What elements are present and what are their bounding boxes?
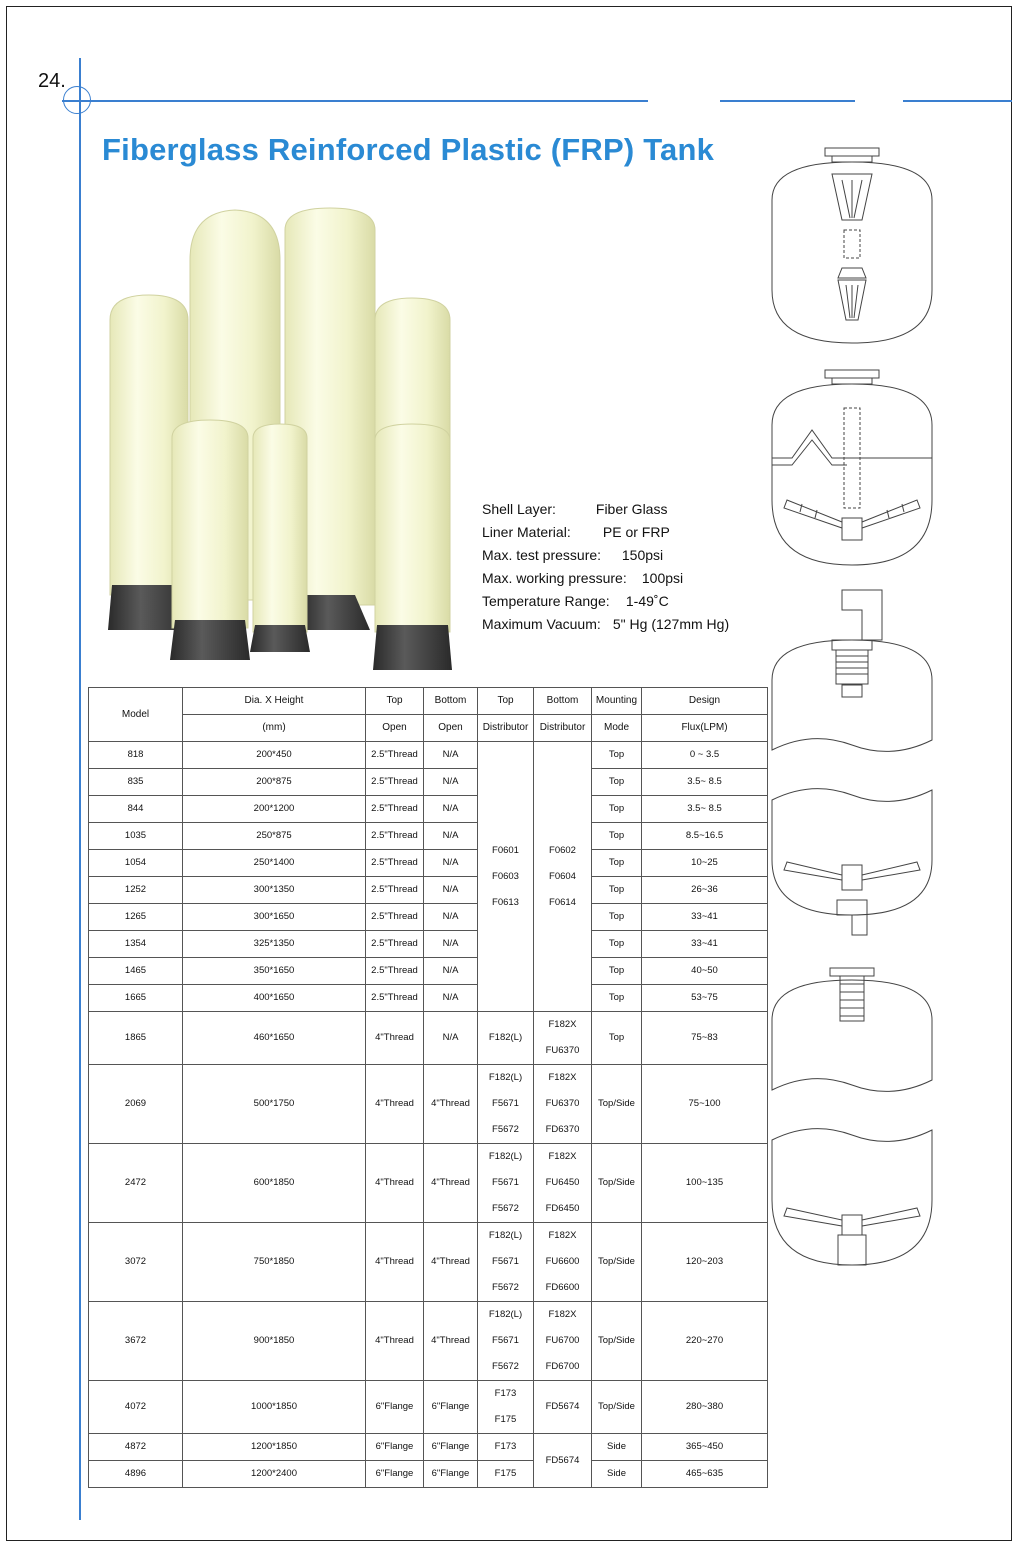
cell-bottom-open: N/A — [424, 904, 478, 931]
cell-top-distributor-line: F5671 — [492, 1335, 519, 1346]
spec-max-test-pressure — [482, 544, 729, 567]
cell-top-open: 4"Thread — [366, 1223, 424, 1302]
cell-top-open: 4"Thread — [366, 1144, 424, 1223]
cell-model: 4872 — [89, 1434, 183, 1461]
cell-top-distributor — [478, 1065, 534, 1144]
cell-top-distributor-line: F0603 — [492, 870, 519, 882]
header-top-open-2: Open — [366, 715, 424, 742]
cell-bottom-distributor — [534, 1302, 592, 1381]
cell-top-distributor-line: F175 — [494, 1468, 517, 1479]
cell-design-flux: 8.5~16.5 — [642, 823, 768, 850]
cell-top-distributor — [478, 1144, 534, 1223]
tank-group-photo — [100, 200, 465, 675]
cell-model: 844 — [89, 796, 183, 823]
table-row — [89, 1012, 768, 1065]
cell-top-distributor-line: F0601 — [492, 844, 519, 856]
cell-size: 325*1350 — [183, 931, 366, 958]
table-row — [89, 931, 768, 958]
table-row — [89, 958, 768, 985]
cell-mounting-mode: Top — [592, 850, 642, 877]
cell-bottom-distributor — [534, 1065, 592, 1144]
cell-top-distributor-line: F5672 — [492, 1124, 519, 1135]
cell-top-open: 2.5"Thread — [366, 742, 424, 769]
table-row — [89, 1223, 768, 1302]
cell-top-distributor-line: F182(L) — [488, 1309, 523, 1320]
cell-size: 500*1750 — [183, 1065, 366, 1144]
cell-top-distributor — [478, 1012, 534, 1065]
cell-top-distributor-line: F0613 — [492, 896, 519, 908]
cell-bottom-distributor — [534, 1381, 592, 1434]
cell-top-distributor-line: F5672 — [492, 1203, 519, 1214]
cell-bottom-open: 4"Thread — [424, 1223, 478, 1302]
cell-size: 200*1200 — [183, 796, 366, 823]
cell-model: 818 — [89, 742, 183, 769]
cell-top-distributor — [478, 1302, 534, 1381]
cell-bottom-open: N/A — [424, 1012, 478, 1065]
cell-size: 200*450 — [183, 742, 366, 769]
model-spec-table — [88, 687, 768, 1488]
cell-design-flux: 40~50 — [642, 958, 768, 985]
cell-design-flux: 280~380 — [642, 1381, 768, 1434]
cell-top-open: 2.5"Thread — [366, 796, 424, 823]
diagram-top-elbow-tank — [772, 590, 932, 751]
header-bottom-open: Bottom — [424, 688, 478, 715]
cell-mounting-mode: Top — [592, 931, 642, 958]
cell-top-distributor-line: F182(L) — [488, 1072, 523, 1083]
table-row — [89, 850, 768, 877]
cell-bottom-distributor — [534, 1012, 592, 1065]
table-row — [89, 823, 768, 850]
cell-design-flux: 0 ~ 3.5 — [642, 742, 768, 769]
cell-mounting-mode: Top — [592, 742, 642, 769]
cell-bottom-open: N/A — [424, 877, 478, 904]
cell-bottom-distributor-line: FD6700 — [545, 1361, 580, 1372]
header-bottom-distributor: Bottom — [534, 688, 592, 715]
cell-top-distributor-line: F5671 — [492, 1098, 519, 1109]
table-row — [89, 904, 768, 931]
cell-design-flux: 3.5~ 8.5 — [642, 796, 768, 823]
cell-top-distributor — [478, 1461, 534, 1488]
cell-mounting-mode: Top/Side — [592, 1065, 642, 1144]
cell-bottom-distributor-line: FD6600 — [545, 1282, 580, 1293]
cell-top-distributor-line: F182(L) — [488, 1032, 523, 1043]
cell-top-open: 2.5"Thread — [366, 823, 424, 850]
cell-mounting-mode: Top — [592, 904, 642, 931]
cell-design-flux: 220~270 — [642, 1302, 768, 1381]
header-mounting-mode: Mounting — [592, 688, 642, 715]
header-rule-segment — [903, 100, 1012, 102]
header-mounting-mode-2: Mode — [592, 715, 642, 742]
cell-top-distributor — [478, 1223, 534, 1302]
cell-model: 3672 — [89, 1302, 183, 1381]
cell-design-flux: 26~36 — [642, 877, 768, 904]
cell-bottom-distributor: FD5674 — [534, 1434, 592, 1488]
table-row — [89, 985, 768, 1012]
cell-model: 2472 — [89, 1144, 183, 1223]
cell-size: 300*1350 — [183, 877, 366, 904]
cell-top-open: 6"Flange — [366, 1381, 424, 1434]
header-bottom-distributor-2: Distributor — [534, 715, 592, 742]
cell-size: 200*875 — [183, 769, 366, 796]
cell-design-flux: 3.5~ 8.5 — [642, 769, 768, 796]
tank-front-small — [250, 424, 310, 652]
cell-mounting-mode: Top — [592, 769, 642, 796]
cell-size: 1200*2400 — [183, 1461, 366, 1488]
table-header-row — [89, 688, 768, 715]
cell-top-open: 2.5"Thread — [366, 904, 424, 931]
diagram-bottom-hub-tank — [772, 1129, 932, 1265]
cell-design-flux: 33~41 — [642, 931, 768, 958]
table-row — [89, 1461, 768, 1488]
cell-top-distributor-line: F173 — [494, 1441, 517, 1452]
cell-bottom-distributor-line: FD6370 — [545, 1124, 580, 1135]
cell-size: 300*1650 — [183, 904, 366, 931]
spec-label: Liner Material: — [482, 524, 571, 540]
cell-mounting-mode: Top/Side — [592, 1144, 642, 1223]
table-row — [89, 1065, 768, 1144]
cell-design-flux: 10~25 — [642, 850, 768, 877]
cell-size: 600*1850 — [183, 1144, 366, 1223]
cell-bottom-distributor-line: FU6450 — [545, 1177, 580, 1188]
cell-bottom-open: N/A — [424, 823, 478, 850]
diagram-bottom-lateral-tank — [772, 789, 932, 935]
cell-mounting-mode: Side — [592, 1461, 642, 1488]
cell-bottom-distributor-line: F0604 — [549, 870, 576, 882]
diagram-strainer-tank — [772, 148, 932, 343]
table-row — [89, 769, 768, 796]
cell-top-open: 4"Thread — [366, 1012, 424, 1065]
margin-guide-vertical — [79, 58, 81, 1520]
cell-top-distributor — [478, 1381, 534, 1434]
spec-value: Fiber Glass — [595, 501, 668, 517]
spec-value: PE or FRP — [602, 524, 670, 540]
cell-model: 835 — [89, 769, 183, 796]
header-design-flux: Design — [642, 688, 768, 715]
cell-top-open: 2.5"Thread — [366, 931, 424, 958]
cell-top-open: 4"Thread — [366, 1302, 424, 1381]
cell-bottom-distributor-line: F182X — [548, 1019, 577, 1030]
table-row — [89, 796, 768, 823]
cell-top-open: 2.5"Thread — [366, 769, 424, 796]
spec-value: 1-49˚C — [625, 593, 669, 609]
cell-size: 400*1650 — [183, 985, 366, 1012]
cell-bottom-open: 6"Flange — [424, 1434, 478, 1461]
cell-design-flux: 465~635 — [642, 1461, 768, 1488]
cell-top-distributor-line: F5672 — [492, 1282, 519, 1293]
cell-top-distributor-line: F173 — [494, 1388, 517, 1399]
cell-model: 1665 — [89, 985, 183, 1012]
cell-bottom-open: 6"Flange — [424, 1381, 478, 1434]
spec-label: Maximum Vacuum: — [482, 616, 601, 632]
cell-top-distributor-line: F5672 — [492, 1361, 519, 1372]
header-model: Model — [89, 688, 183, 742]
cell-bottom-open: N/A — [424, 769, 478, 796]
tank-front-right — [373, 424, 452, 670]
cell-bottom-open: N/A — [424, 742, 478, 769]
header-dia: Dia. X Height — [183, 688, 366, 715]
cell-bottom-open: N/A — [424, 958, 478, 985]
cell-top-distributor-line: F182(L) — [488, 1230, 523, 1241]
cell-model: 1465 — [89, 958, 183, 985]
cell-top-open: 2.5"Thread — [366, 958, 424, 985]
header-rule-segment — [720, 100, 855, 102]
cell-mounting-mode: Top/Side — [592, 1302, 642, 1381]
cell-model: 1265 — [89, 904, 183, 931]
cell-design-flux: 100~135 — [642, 1144, 768, 1223]
cell-mounting-mode: Top — [592, 1012, 642, 1065]
cell-design-flux: 120~203 — [642, 1223, 768, 1302]
spec-value: 100psi — [641, 570, 684, 586]
cell-bottom-open: 6"Flange — [424, 1461, 478, 1488]
spec-list — [482, 498, 729, 636]
cell-top-open: 2.5"Thread — [366, 985, 424, 1012]
header-rule — [62, 100, 648, 102]
cell-top-open: 6"Flange — [366, 1461, 424, 1488]
cell-model: 1865 — [89, 1012, 183, 1065]
table-row — [89, 1434, 768, 1461]
cell-bottom-distributor-line: F0614 — [549, 896, 576, 908]
cell-mounting-mode: Top — [592, 958, 642, 985]
cell-size: 460*1650 — [183, 1012, 366, 1065]
cell-size: 900*1850 — [183, 1302, 366, 1381]
cell-bottom-distributor-line: F182X — [548, 1230, 577, 1241]
diagram-lateral-tank — [772, 370, 932, 565]
header-design-flux-2: Flux(LPM) — [642, 715, 768, 742]
diagram-top-thread-tank — [772, 968, 932, 1091]
cell-bottom-distributor-line: FD5674 — [545, 1401, 580, 1412]
cell-design-flux: 53~75 — [642, 985, 768, 1012]
cell-mounting-mode: Top/Side — [592, 1223, 642, 1302]
cell-bottom-distributor-line: FU6600 — [545, 1256, 580, 1267]
cell-model: 1035 — [89, 823, 183, 850]
cell-bottom-distributor-line: F182X — [548, 1151, 577, 1162]
spec-label: Max. test pressure: — [482, 547, 602, 563]
cell-size: 750*1850 — [183, 1223, 366, 1302]
spec-value: 5" Hg (127mm Hg) — [612, 616, 730, 632]
cell-bottom-open: N/A — [424, 850, 478, 877]
cell-model: 1054 — [89, 850, 183, 877]
cell-size: 350*1650 — [183, 958, 366, 985]
cell-top-distributor-line: F182(L) — [488, 1151, 523, 1162]
cell-bottom-open: 4"Thread — [424, 1065, 478, 1144]
page-number: 24. — [38, 70, 66, 92]
table-row — [89, 1381, 768, 1434]
cell-bottom-open: N/A — [424, 985, 478, 1012]
cell-size: 1200*1850 — [183, 1434, 366, 1461]
cell-bottom-distributor-line: FD6450 — [545, 1203, 580, 1214]
cell-mounting-mode: Top — [592, 877, 642, 904]
cell-bottom-distributor — [534, 1144, 592, 1223]
spec-liner-material — [482, 521, 729, 544]
cell-top-open: 2.5"Thread — [366, 877, 424, 904]
cell-model: 1252 — [89, 877, 183, 904]
cell-bottom-distributor-line: FU6700 — [545, 1335, 580, 1346]
cell-bottom-distributor-line: FU6370 — [545, 1045, 580, 1056]
cell-bottom-open: 4"Thread — [424, 1302, 478, 1381]
header-bottom-open-2: Open — [424, 715, 478, 742]
table-row — [89, 1144, 768, 1223]
tank-diagrams — [762, 140, 942, 1290]
table-row — [89, 877, 768, 904]
cell-top-distributor — [478, 1434, 534, 1461]
cell-bottom-distributor — [534, 742, 592, 1012]
spec-max-working-pressure — [482, 567, 729, 590]
cell-mounting-mode: Top — [592, 823, 642, 850]
cell-mounting-mode: Top/Side — [592, 1381, 642, 1434]
page-title: Fiberglass Reinforced Plastic (FRP) Tank — [102, 132, 715, 167]
cell-bottom-open: N/A — [424, 796, 478, 823]
cell-bottom-open: N/A — [424, 931, 478, 958]
cell-bottom-distributor-line: F182X — [548, 1309, 577, 1320]
cell-bottom-distributor-line: F0602 — [549, 844, 576, 856]
cell-model: 3072 — [89, 1223, 183, 1302]
header-top-open: Top — [366, 688, 424, 715]
cell-size: 250*875 — [183, 823, 366, 850]
table-row — [89, 1302, 768, 1381]
cell-model: 4896 — [89, 1461, 183, 1488]
cell-top-open: 2.5"Thread — [366, 850, 424, 877]
cell-design-flux: 75~100 — [642, 1065, 768, 1144]
cell-mounting-mode: Top — [592, 796, 642, 823]
table-row — [89, 742, 768, 769]
cell-design-flux: 75~83 — [642, 1012, 768, 1065]
cell-bottom-distributor-line: FU6370 — [545, 1098, 580, 1109]
cell-design-flux: 365~450 — [642, 1434, 768, 1461]
header-top-distributor: Top — [478, 688, 534, 715]
spec-label: Temperature Range: — [482, 593, 610, 609]
registration-mark-icon — [63, 86, 91, 114]
cell-top-distributor-line: F5671 — [492, 1177, 519, 1188]
cell-bottom-distributor-line: F182X — [548, 1072, 577, 1083]
spec-label: Shell Layer: — [482, 501, 556, 517]
header-dia-unit: (mm) — [183, 715, 366, 742]
spec-temperature-range — [482, 590, 729, 613]
cell-top-open: 6"Flange — [366, 1434, 424, 1461]
cell-model: 1354 — [89, 931, 183, 958]
tank-front-left — [170, 420, 250, 660]
cell-mounting-mode: Side — [592, 1434, 642, 1461]
cell-bottom-open: 4"Thread — [424, 1144, 478, 1223]
cell-size: 1000*1850 — [183, 1381, 366, 1434]
spec-label: Max. working pressure: — [482, 570, 627, 586]
spec-maximum-vacuum — [482, 613, 729, 636]
cell-design-flux: 33~41 — [642, 904, 768, 931]
cell-size: 250*1400 — [183, 850, 366, 877]
cell-top-distributor-line: F175 — [494, 1414, 517, 1425]
cell-model: 2069 — [89, 1065, 183, 1144]
cell-top-distributor-line: F5671 — [492, 1256, 519, 1267]
cell-top-open: 4"Thread — [366, 1065, 424, 1144]
header-top-distributor-2: Distributor — [478, 715, 534, 742]
cell-mounting-mode: Top — [592, 985, 642, 1012]
cell-bottom-distributor — [534, 1223, 592, 1302]
cell-model: 4072 — [89, 1381, 183, 1434]
cell-top-distributor — [478, 742, 534, 1012]
spec-shell-layer — [482, 498, 729, 521]
spec-value: 150psi — [621, 547, 664, 563]
table-header-row — [89, 715, 768, 742]
